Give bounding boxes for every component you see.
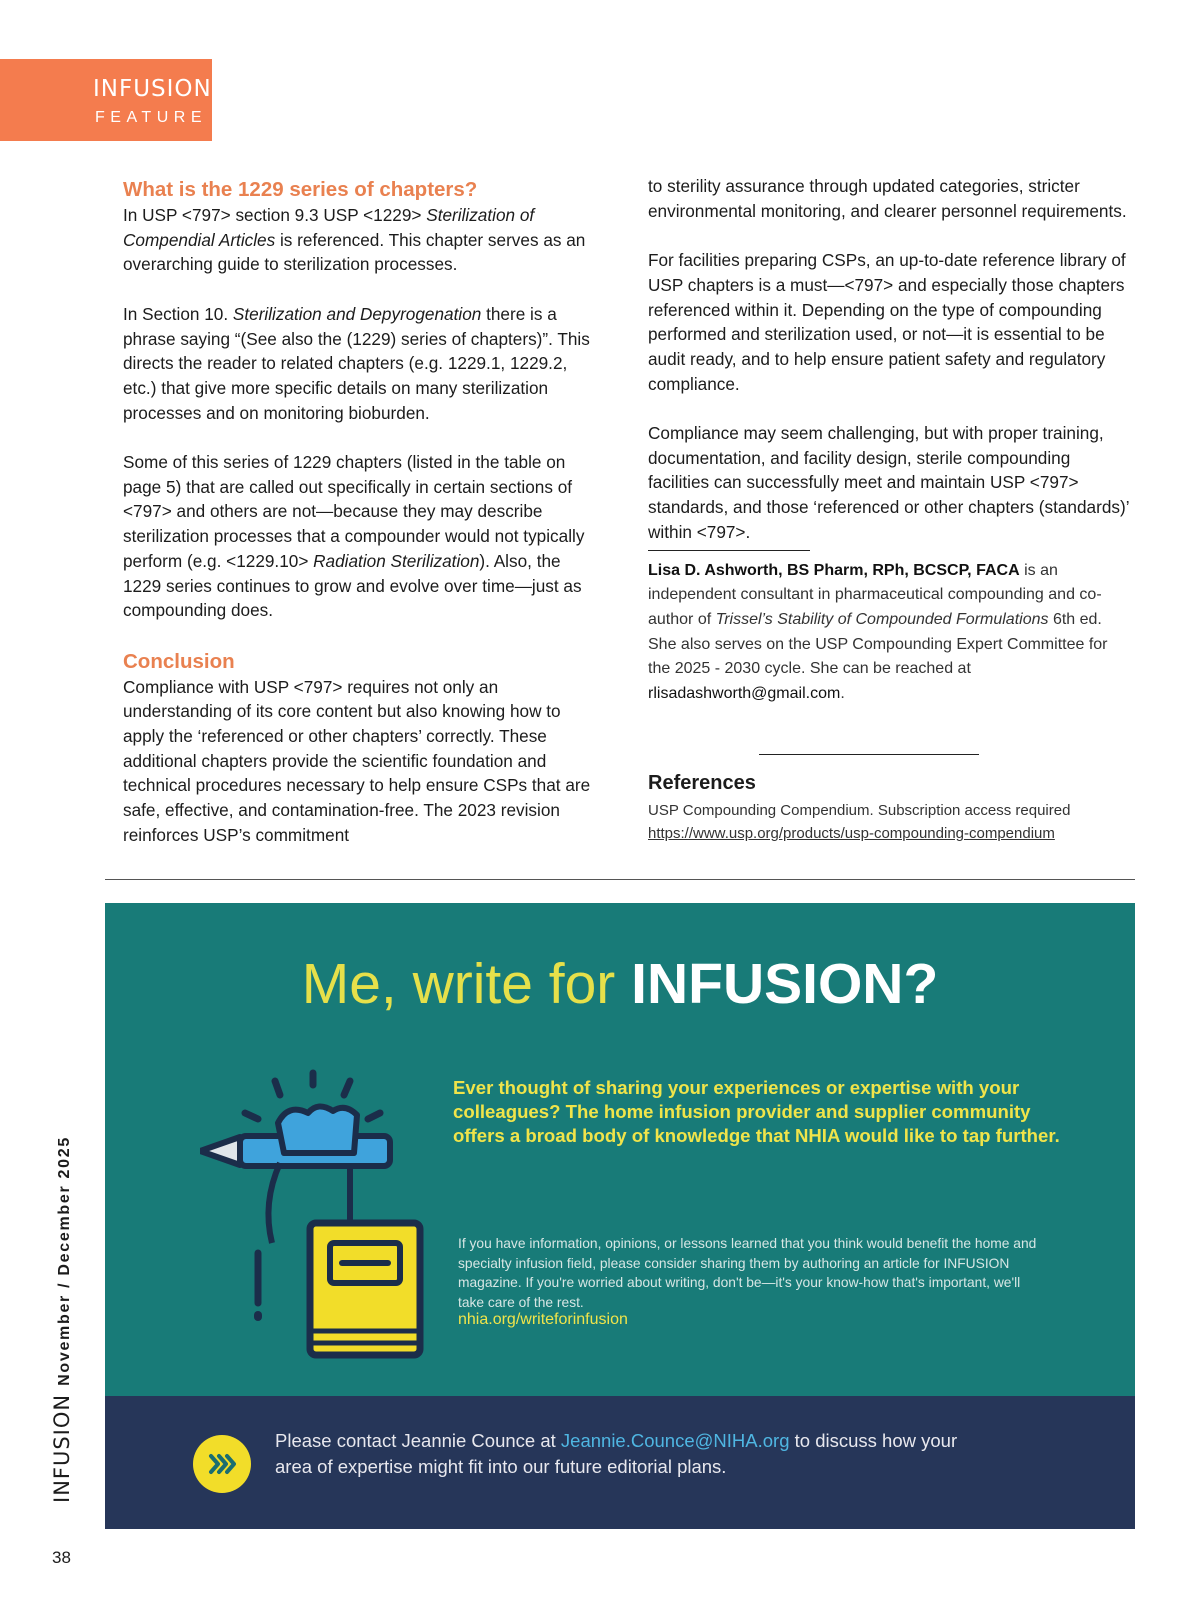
references-heading: References: [648, 772, 756, 794]
paragraph: to sterility assurance through updated categories, stricter environmental monitoring, and clearer personnel requirements.: [648, 176, 1127, 221]
running-footer: [50, 1136, 74, 1503]
write-for-infusion-ad: [105, 903, 1135, 1529]
references-text: USP Compounding Compendium. Subscription access required https://www.usp.org/products/usp-compounding-compendium: [648, 799, 1070, 845]
write-for-infusion-link[interactable]: nhia.org/writeforinfusion: [458, 1311, 628, 1328]
ad-title: Me, write for INFUSION?: [301, 952, 939, 1016]
page-number: 38: [52, 1548, 71, 1567]
paragraph: In USP <797> section 9.3 USP <1229> Sterilization of Compendial Articles is referenced. This chapter serves as an overarching guide to sterilization processes.: [123, 205, 586, 275]
double-chevron-icon: [193, 1435, 251, 1493]
author-email-link[interactable]: rlisadashworth@gmail.com: [648, 685, 841, 703]
ad-body-text: If you have information, opinions, or lessons learned that you think would benefit the home and specialty infusion field, please consider sharing them by authoring an article for INFUSION magazine. If you're worried about writing, don't be—it's your know-how that's important, we'll take care of the rest.: [458, 1236, 1037, 1310]
section-label: FEATURE: [95, 109, 207, 126]
reference-link[interactable]: https://www.usp.org/products/usp-compounding-compendium: [648, 825, 1055, 842]
page-divider: [105, 879, 1135, 880]
ad-contact-bar: [105, 1396, 1135, 1529]
contact-email-link[interactable]: Jeannie.Counce@NIHA.org: [560, 1430, 790, 1451]
ad-lead-text: Ever thought of sharing your experiences or expertise with your colleagues? The home infusion provider and supplier community offers a broad body of knowledge that NHIA would like to tap further.: [453, 1077, 1060, 1146]
footer-brand: INFUSION: [50, 1393, 74, 1503]
paragraph: In Section 10. Sterilization and Depyrogenation there is a phrase saying “(See also the (1229) series of chapters)”. This directs the reader to related chapters (e.g. 1229.1, 1229.2, etc.) that give more specific details on many sterilization processes and on monitoring bioburden.: [123, 303, 590, 423]
paragraph: Compliance with USP <797> requires not only an understanding of its core content but also knowing how to apply the ‘referenced or other chapters’ correctly. These additional chapters provide the scientific foundation and technical procedures necessary to help ensure CSPs that are safe, effective, and contamination-free. The 2023 revision reinforces USP’s commitment: [123, 676, 591, 845]
conclusion-heading: Conclusion: [123, 649, 235, 673]
issue-date: November / December 2025: [56, 1136, 73, 1386]
divider: [648, 550, 810, 551]
section-heading: What is the 1229 series of chapters?: [123, 178, 478, 201]
right-column: [648, 174, 1130, 707]
divider: [759, 754, 979, 755]
hand-pencil-book-icon: [200, 1063, 430, 1363]
paragraph: Compliance may seem challenging, but with proper training, documentation, and facility design, sterile compounding facilities can successfully meet and maintain USP <797> standards, and those ‘referenced or other chapters (standards)’ within <797>.: [648, 423, 1129, 542]
ad-contact-text: Please contact Jeannie Counce at Jeannie.Counce@NIHA.org to discuss how your area of expertise might fit into our future editorial plans.: [275, 1430, 958, 1477]
paragraph: For facilities preparing CSPs, an up-to-date reference library of USP chapters is a must—<797> and especially those chapters referenced within it. Depending on the type of compounding performed and sterilization used, or not—it is essential to be audit ready, and to help ensure patient safety and regulatory compliance.: [648, 250, 1126, 394]
paragraph: Some of this series of 1229 chapters (listed in the table on page 5) that are called out specifically in certain sections of <797> and others are not—because they may describe sterilization processes that a compounder would not typically perform (e.g. <1229.10> Radiation Sterilization). Also, the 1229 series continues to grow and evolve over time—just as compounding does.: [123, 452, 585, 621]
left-column: [123, 176, 603, 872]
infusion-logo: INFUSION: [93, 76, 212, 102]
feature-tab: [0, 59, 212, 141]
author-name: Lisa D. Ashworth, BS Pharm, RPh, BCSCP, FACA: [648, 561, 1020, 579]
author-bio: Lisa D. Ashworth, BS Pharm, RPh, BCSCP, FACA is an independent consultant in pharmaceutical compounding and co-author of Trissel’s Stability of Compounded Formulations 6th ed. She also serves on the USP Compounding Expert Committee for the 2025 - 2030 cycle. She can be reached at rlisadashworth@gmail.com.: [648, 561, 1108, 703]
